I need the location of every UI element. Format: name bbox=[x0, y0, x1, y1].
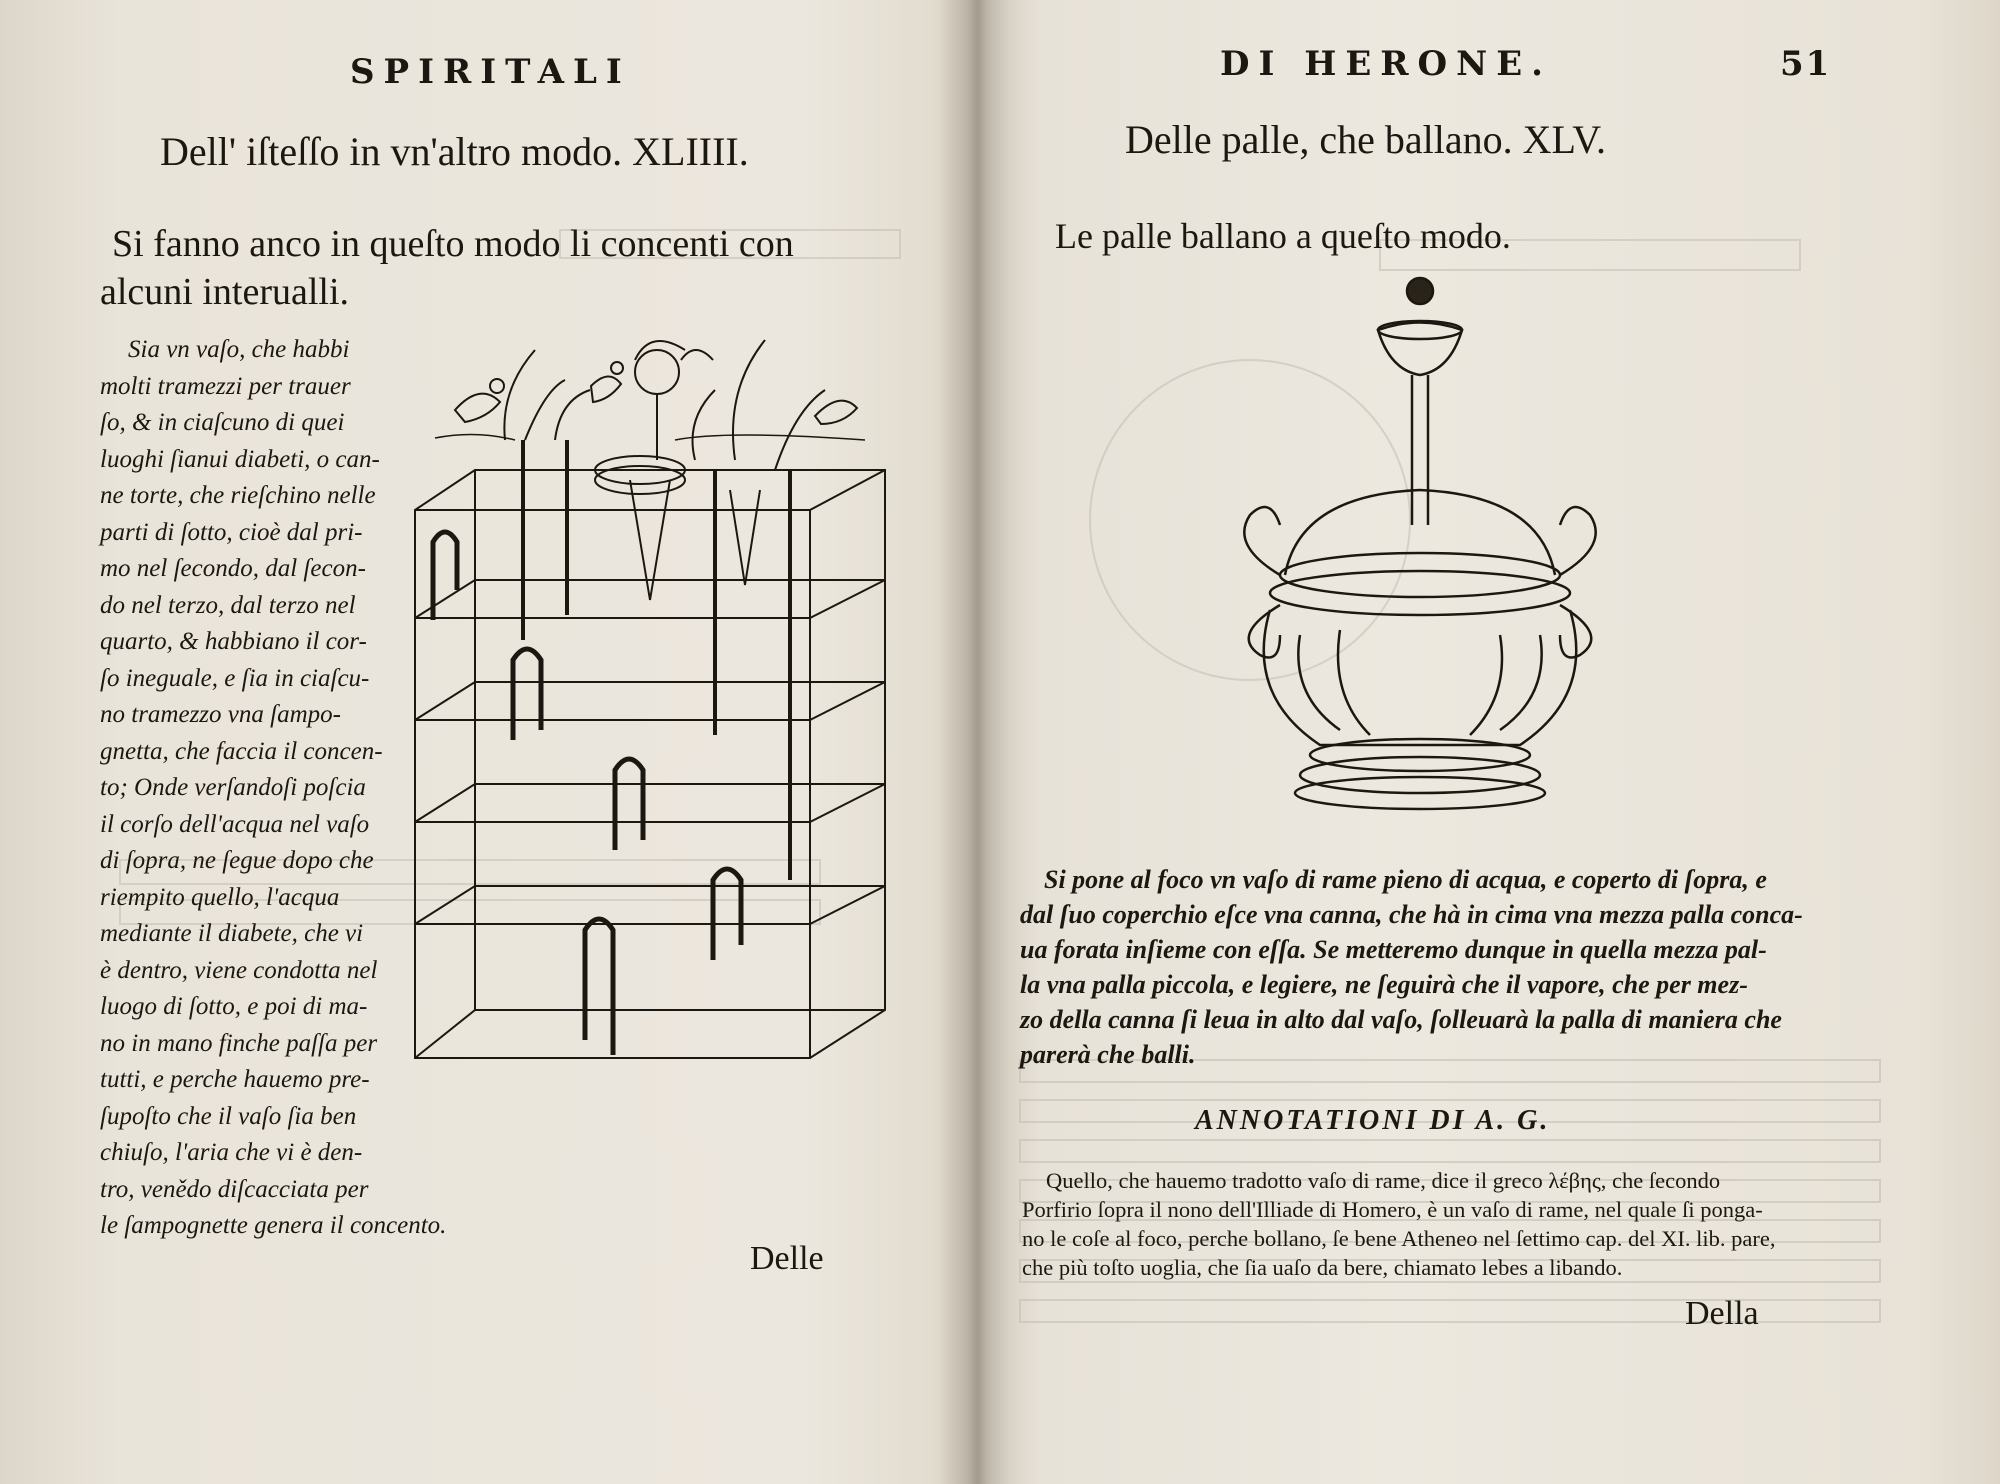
right-folio: 51 bbox=[1780, 44, 1832, 84]
left-body-line: ſo, & in ciaſcuno di quei bbox=[100, 409, 345, 436]
right-body-line: parerà che balli. bbox=[1020, 1040, 1196, 1069]
left-body-line: molti tramezzi per trauer bbox=[100, 372, 351, 400]
right-body-line: ua forata inſieme con eſſa. Se metteremo dunque in quella mezza pal- bbox=[1020, 935, 1767, 964]
right-body-line: la vna palla piccola, e legiere, ne ſeguirà che il vapore, che per mez- bbox=[1020, 970, 1748, 999]
right-body-text bbox=[1020, 862, 1803, 1072]
left-body-line: chiuſo, l'aria che vi è den- bbox=[100, 1139, 363, 1166]
left-body-line: tutti, e perche hauemo pre- bbox=[100, 1066, 370, 1093]
left-body-line: le ſampognette genera il concento. bbox=[100, 1212, 447, 1239]
right-lead-line: Le palle ballano a queſto modo. bbox=[1055, 216, 1511, 256]
left-body-line: il corſo dell'acqua nel vaſo bbox=[100, 810, 370, 838]
left-catchword: Delle bbox=[750, 1240, 824, 1277]
annotation-line: Quello, che hauemo tradotto vaſo di rame, dice il greco λέβης, che ſecondo bbox=[1046, 1168, 1721, 1193]
left-body-line: tro, venědo diſcacciata per bbox=[100, 1175, 369, 1203]
left-body-line: do nel terzo, dal terzo nel bbox=[100, 591, 356, 619]
left-body-line: luoghi ſianui diabeti, o can- bbox=[100, 445, 380, 473]
right-body-line: zo della canna ſi leua in alto dal vaſo, ſolleuarà la palla di maniera che bbox=[1020, 1005, 1782, 1034]
left-body-line: gnetta, che faccia il concen- bbox=[100, 737, 383, 765]
left-body-line: no in mano finche paſſa per bbox=[100, 1029, 378, 1057]
annotation-line: Porfirio ſopra il nono dell'Illiade di Homero, è un vaſo di rame, nel quale ſi ponga- bbox=[1022, 1197, 1763, 1222]
annotation-heading: ANNOTATIONI DI A. G. bbox=[1195, 1105, 1551, 1136]
left-section-title: Dell' iſteſſo in vn'altro modo. XLIIII. bbox=[160, 129, 749, 174]
right-section-title: Delle palle, che ballano. XLV. bbox=[1125, 117, 1606, 162]
left-body-line: Sia vn vaſo, che habbi bbox=[128, 336, 350, 363]
left-lead-line-2: alcuni interualli. bbox=[100, 271, 350, 313]
left-body-line: parti di ſotto, cioè dal pri- bbox=[100, 518, 363, 546]
left-body-line: ne torte, che rieſchino nelle bbox=[100, 482, 376, 509]
left-body-line: ſupoſto che il vaſo ſia ben bbox=[100, 1102, 357, 1130]
woodcut-urn-illustration bbox=[1200, 275, 1620, 815]
right-running-head: DI HERONE. bbox=[1220, 44, 1552, 84]
left-lead-paragraph bbox=[100, 220, 900, 316]
right-body-line: Si pone al foco vn vaſo di rame pieno di acqua, e coperto di ſopra, e bbox=[1044, 865, 1767, 894]
left-body-text bbox=[100, 332, 447, 1245]
left-body-line: di ſopra, ne ſegue dopo che bbox=[100, 847, 374, 874]
left-body-line: mediante il diabete, che vi bbox=[100, 920, 364, 947]
left-body-line: è dentro, viene condotta nel bbox=[100, 956, 378, 984]
left-lead-line-1: Si fanno anco in queſto modo li concenti con bbox=[112, 223, 794, 265]
annotation-text bbox=[1022, 1166, 1775, 1282]
right-body-line: dal ſuo coperchio eſce vna canna, che hà in cima vna mezza palla conca- bbox=[1020, 900, 1803, 929]
left-body-line: no tramezzo vna ſampo- bbox=[100, 701, 341, 728]
left-body-line: to; Onde verſandoſi poſcia bbox=[100, 774, 366, 801]
left-running-head: SPIRITALI bbox=[350, 52, 631, 92]
left-body-line: riempito quello, l'acqua bbox=[100, 883, 340, 911]
left-body-line: luogo di ſotto, e poi di ma- bbox=[100, 993, 368, 1020]
left-body-line: mo nel ſecondo, dal ſecon- bbox=[100, 555, 366, 582]
annotation-line: no le coſe al foco, perche bollano, ſe bene Atheneo nel ſettimo cap. del XI. lib. pare, bbox=[1022, 1226, 1776, 1251]
annotation-line: che più toſto uoglia, che ſia uaſo da bere, chiamato lebes a libando. bbox=[1022, 1255, 1623, 1280]
woodcut-vessel-illustration bbox=[395, 320, 895, 1060]
right-catchword: Della bbox=[1685, 1295, 1759, 1332]
left-body-line: quarto, & habbiano il cor- bbox=[100, 628, 367, 655]
left-body-line: ſo ineguale, e ſia in ciaſcu- bbox=[100, 664, 370, 692]
